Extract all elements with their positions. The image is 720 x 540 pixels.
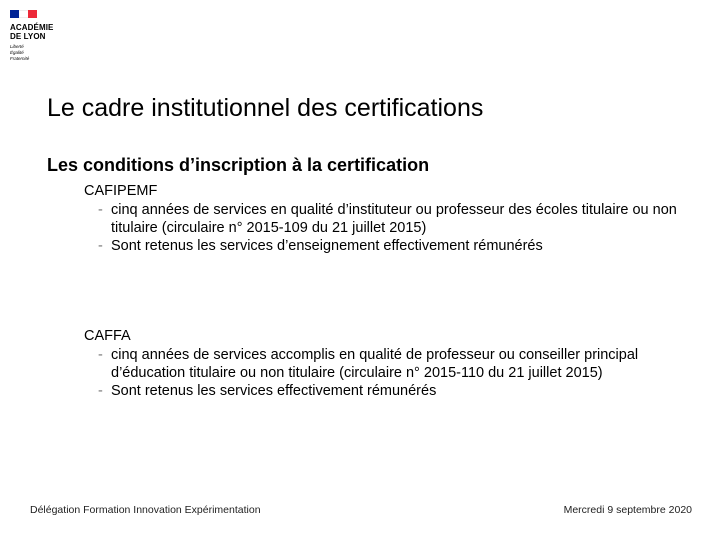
flag-red-stripe [28, 10, 37, 18]
section-heading: CAFFA [84, 328, 131, 344]
dash-bullet: - [98, 347, 103, 363]
page-subtitle: Les conditions d’inscription à la certification [47, 155, 430, 175]
section-cafipemf [84, 182, 684, 255]
condition-list [84, 201, 684, 255]
condition-list [84, 346, 684, 400]
republic-motto [10, 44, 29, 62]
motto-line2: Égalité [10, 50, 24, 55]
list-item-text: cinq années de services en qualité d’instituteur ou professeur des écoles titulaire ou non titulaire (circulaire n° 2015-109 du 21 juillet 2015) [111, 202, 677, 236]
list-item [84, 346, 684, 382]
list-item [84, 201, 684, 237]
list-item-text: Sont retenus les services d’enseignement effectivement rémunérés [111, 238, 543, 254]
dash-bullet: - [98, 383, 103, 399]
french-flag-icon [10, 10, 37, 18]
academie-name [10, 23, 53, 41]
academie-logo [8, 8, 70, 72]
academie-line2: DE LYON [10, 32, 46, 41]
dash-bullet: - [98, 238, 103, 254]
section-heading: CAFIPEMF [84, 183, 158, 199]
flag-blue-stripe [10, 10, 19, 18]
motto-line3: Fraternité [10, 56, 30, 61]
academie-line1: ACADÉMIE [10, 23, 54, 32]
flag-white-stripe [19, 10, 28, 18]
list-item-text: cinq années de services accomplis en qualité de professeur ou conseiller principal d’éducation titulaire ou non titulaire (circulaire n° 2015-110 du 21 juillet 2015) [111, 347, 639, 381]
list-item-text: Sont retenus les services effectivement rémunérés [111, 383, 437, 399]
dash-bullet: - [98, 202, 103, 218]
list-item [84, 237, 684, 255]
footer-department: Délégation Formation Innovation Expérimentation [30, 504, 261, 516]
page-title: Le cadre institutionnel des certifications [47, 94, 484, 122]
motto-line1: Liberté [10, 44, 24, 49]
footer-date: Mercredi 9 septembre 2020 [563, 504, 692, 516]
section-caffa [84, 327, 684, 400]
list-item [84, 382, 684, 400]
